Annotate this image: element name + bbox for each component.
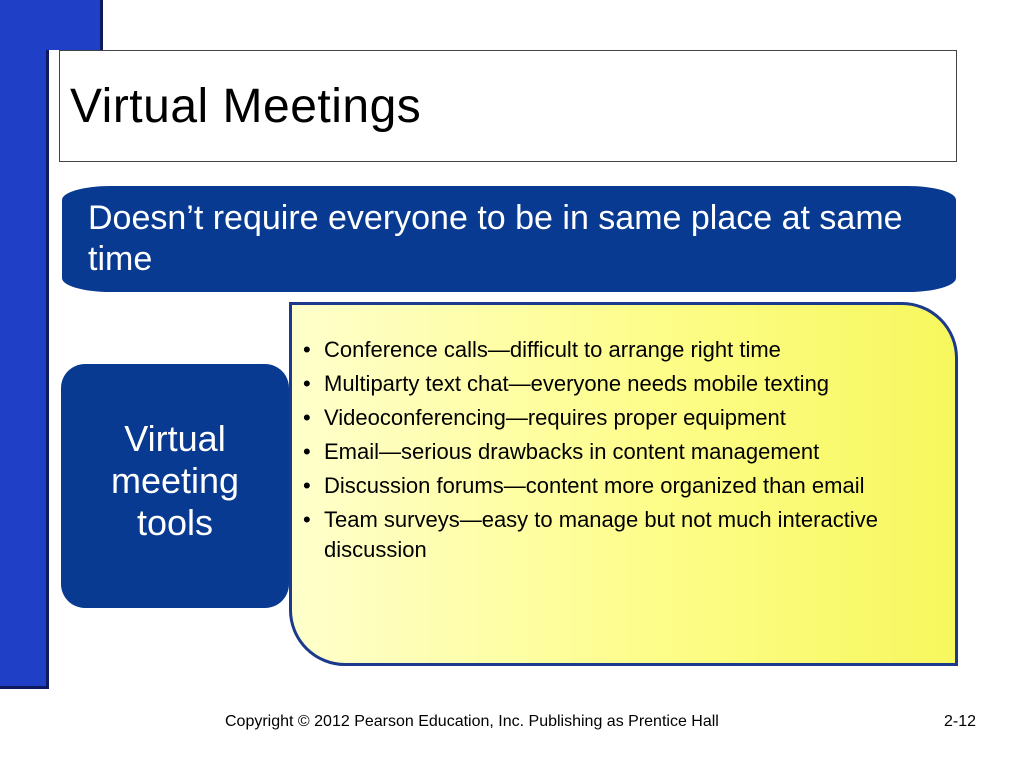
tools-list-panel bbox=[289, 302, 958, 666]
top-accent-block bbox=[0, 0, 103, 50]
tools-label: Virtual meeting tools bbox=[110, 418, 240, 543]
tools-label-box bbox=[61, 364, 289, 608]
banner-text: Doesn’t require everyone to be in same place at same time bbox=[88, 199, 903, 278]
tool-team-surveys: • Team surveys—easy to manage but not much interactive discussion bbox=[300, 505, 950, 565]
tool-conference-calls: • Conference calls—difficult to arrange right time bbox=[300, 335, 950, 365]
tool-discussion-forums: • Discussion forums—content more organized than email bbox=[300, 471, 950, 501]
tool-videoconferencing: • Videoconferencing—requires proper equipment bbox=[300, 403, 950, 433]
page-number: 2-12 bbox=[944, 713, 977, 730]
left-accent-bar bbox=[0, 0, 49, 689]
copyright-footer: Copyright © 2012 Pearson Education, Inc. Publishing as Prentice Hall bbox=[225, 713, 719, 730]
slide-title: Virtual Meetings bbox=[70, 80, 422, 133]
tools-list bbox=[300, 335, 950, 569]
title-box bbox=[59, 50, 957, 162]
banner bbox=[62, 186, 956, 292]
tool-email: • Email—serious drawbacks in content management bbox=[300, 437, 950, 467]
tool-text-chat: • Multiparty text chat—everyone needs mobile texting bbox=[300, 369, 950, 399]
